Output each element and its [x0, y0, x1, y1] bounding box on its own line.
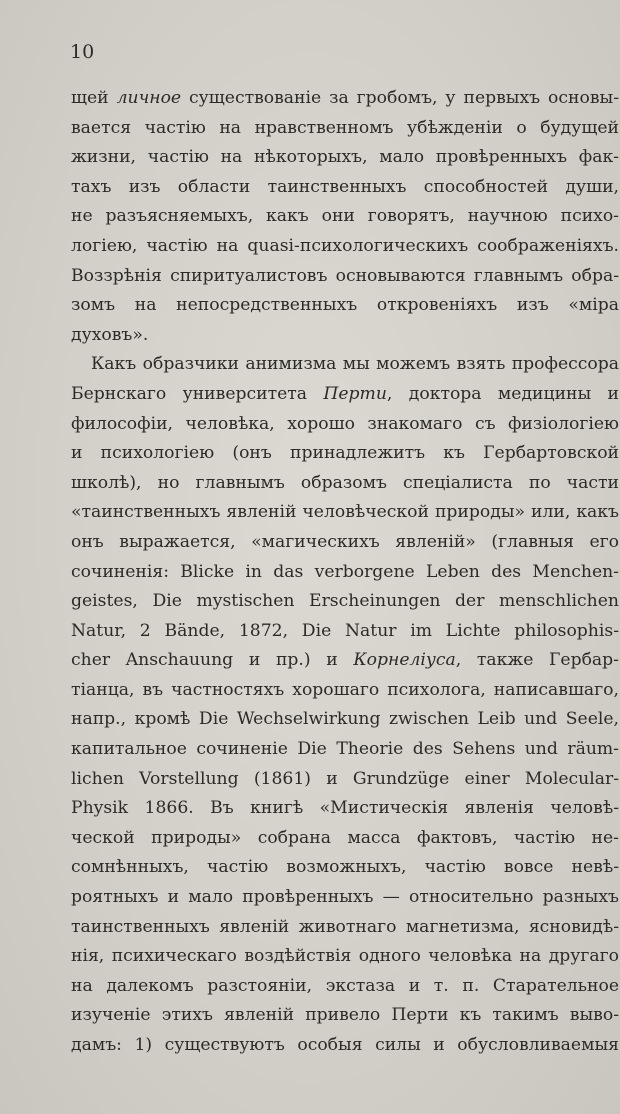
text-segment: зомъ на непосредственныхъ откровеніяхъ изъ «міра — [71, 295, 619, 316]
text-segment: «таинственныхъ явленій человѣческой природы» или, какъ — [71, 502, 619, 523]
text-line — [71, 1001, 619, 1031]
text-line — [71, 380, 619, 410]
italic-name: Корнеліуса — [353, 650, 456, 671]
text-line — [71, 232, 619, 262]
text-line — [71, 676, 619, 706]
text-line — [71, 883, 619, 913]
text-segment: Какъ образчики анимизма мы можемъ взять профессора — [91, 354, 619, 375]
text-line — [71, 410, 619, 440]
text-segment: geistes, Die mystischen Erscheinungen der menschlichen — [71, 591, 619, 612]
text-segment: существованіе за гробомъ, у первыхъ основы- — [181, 88, 619, 108]
text-segment: изученіе этихъ явленій привело Перти къ такимъ выво- — [71, 1005, 619, 1026]
text-line — [71, 469, 619, 499]
text-line — [71, 498, 619, 528]
text-segment: тахъ изъ области таинственныхъ способностей души, — [71, 176, 619, 197]
italic-name: Перти — [323, 383, 387, 404]
text-segment: cher Anschauung и пр.) и — [71, 650, 354, 671]
text-line — [71, 84, 619, 114]
text-line — [71, 794, 619, 824]
italic-name: личное — [116, 88, 182, 108]
text-line — [71, 853, 619, 883]
text-segment: Воззрѣнія спиритуалистовъ основываются главнымъ обра- — [71, 265, 619, 286]
text-segment: сочиненія: Blicke in das verborgene Leben des Menchen- — [71, 561, 619, 582]
text-line — [71, 646, 619, 676]
text-line — [71, 321, 619, 351]
text-segment: щей — [71, 88, 117, 108]
text-line — [71, 439, 619, 469]
text-line — [71, 705, 619, 735]
text-segment: напр., кромѣ Die Wechselwirkung zwischen Leib und Seele, — [71, 709, 619, 730]
text-segment: духовъ». — [71, 324, 149, 345]
text-segment: роятныхъ и мало провѣренныхъ — относительно разныхъ — [71, 887, 619, 908]
text-line — [71, 617, 619, 647]
text-segment: дамъ: 1) существуютъ особыя силы и обусловливаемыя — [71, 1035, 619, 1055]
text-segment: вается частію на нравственномъ убѣжденіи о будущей — [71, 117, 619, 138]
text-segment: , также Гербар- — [455, 650, 619, 671]
text-line — [71, 765, 619, 795]
text-segment: Natur, 2 Bände, 1872, Die Natur im Lichte philosophis- — [71, 620, 619, 641]
text-segment: Physik 1866. Въ книгѣ «Мистическія явленія человѣ- — [71, 798, 619, 819]
text-segment: нія, психическаго воздѣйствія одного человѣка на другаго — [71, 946, 619, 967]
text-segment: логіею, частію на quasi-психологическихъ соображеніяхъ. — [71, 235, 619, 256]
text-line — [71, 291, 619, 321]
text-line — [71, 143, 619, 173]
text-line — [71, 913, 619, 943]
text-segment: на далекомъ разстояніи, экстаза и т. п. Старательное — [71, 975, 619, 996]
text-line — [71, 202, 619, 232]
text-segment: тіанца, въ частностяхъ хорошаго психолога, написавшаго, — [71, 679, 619, 700]
text-line — [71, 528, 619, 558]
text-segment: не разъясняемыхъ, какъ они говорятъ, научною психо- — [71, 206, 619, 227]
text-segment: таинственныхъ явленій животнаго магнетизма, ясновидѣ- — [71, 916, 619, 937]
text-line — [71, 173, 619, 203]
text-line — [71, 114, 619, 144]
text-segment: lichen Vorstellung (1861) и Grundzüge einer Molecular- — [71, 768, 619, 789]
text-segment: и психологіею (онъ принадлежитъ къ Гербартовской — [71, 443, 619, 464]
text-segment: жизни, частію на нѣкоторыхъ, мало провѣренныхъ фак- — [71, 147, 619, 168]
text-line — [71, 587, 619, 617]
text-segment: , доктора медицины и — [386, 383, 619, 404]
text-segment: философіи, человѣка, хорошо знакомаго съ физіологіею — [71, 413, 619, 434]
text-segment: онъ выражается, «магическихъ явленій» (главныя его — [71, 531, 619, 552]
text-line — [71, 942, 619, 972]
text-line — [71, 262, 619, 292]
page-number: 10 — [70, 41, 95, 63]
text-line — [71, 735, 619, 765]
body-text — [71, 84, 619, 1061]
text-line — [71, 972, 619, 1002]
text-segment: школѣ), но главнымъ образомъ спеціалиста по части — [71, 472, 619, 493]
text-line — [71, 558, 619, 588]
text-line — [71, 350, 619, 380]
text-segment: Бернскаго университета — [71, 383, 324, 404]
text-line — [71, 824, 619, 854]
text-segment: капитальное сочиненіе Die Theorie des Sehens und räum- — [71, 739, 619, 760]
text-segment: сомнѣнныхъ, частію возможныхъ, частію вовсе невѣ- — [71, 857, 619, 878]
text-segment: ческой природы» собрана масса фактовъ, частію не- — [71, 827, 619, 848]
text-line — [71, 1031, 619, 1061]
